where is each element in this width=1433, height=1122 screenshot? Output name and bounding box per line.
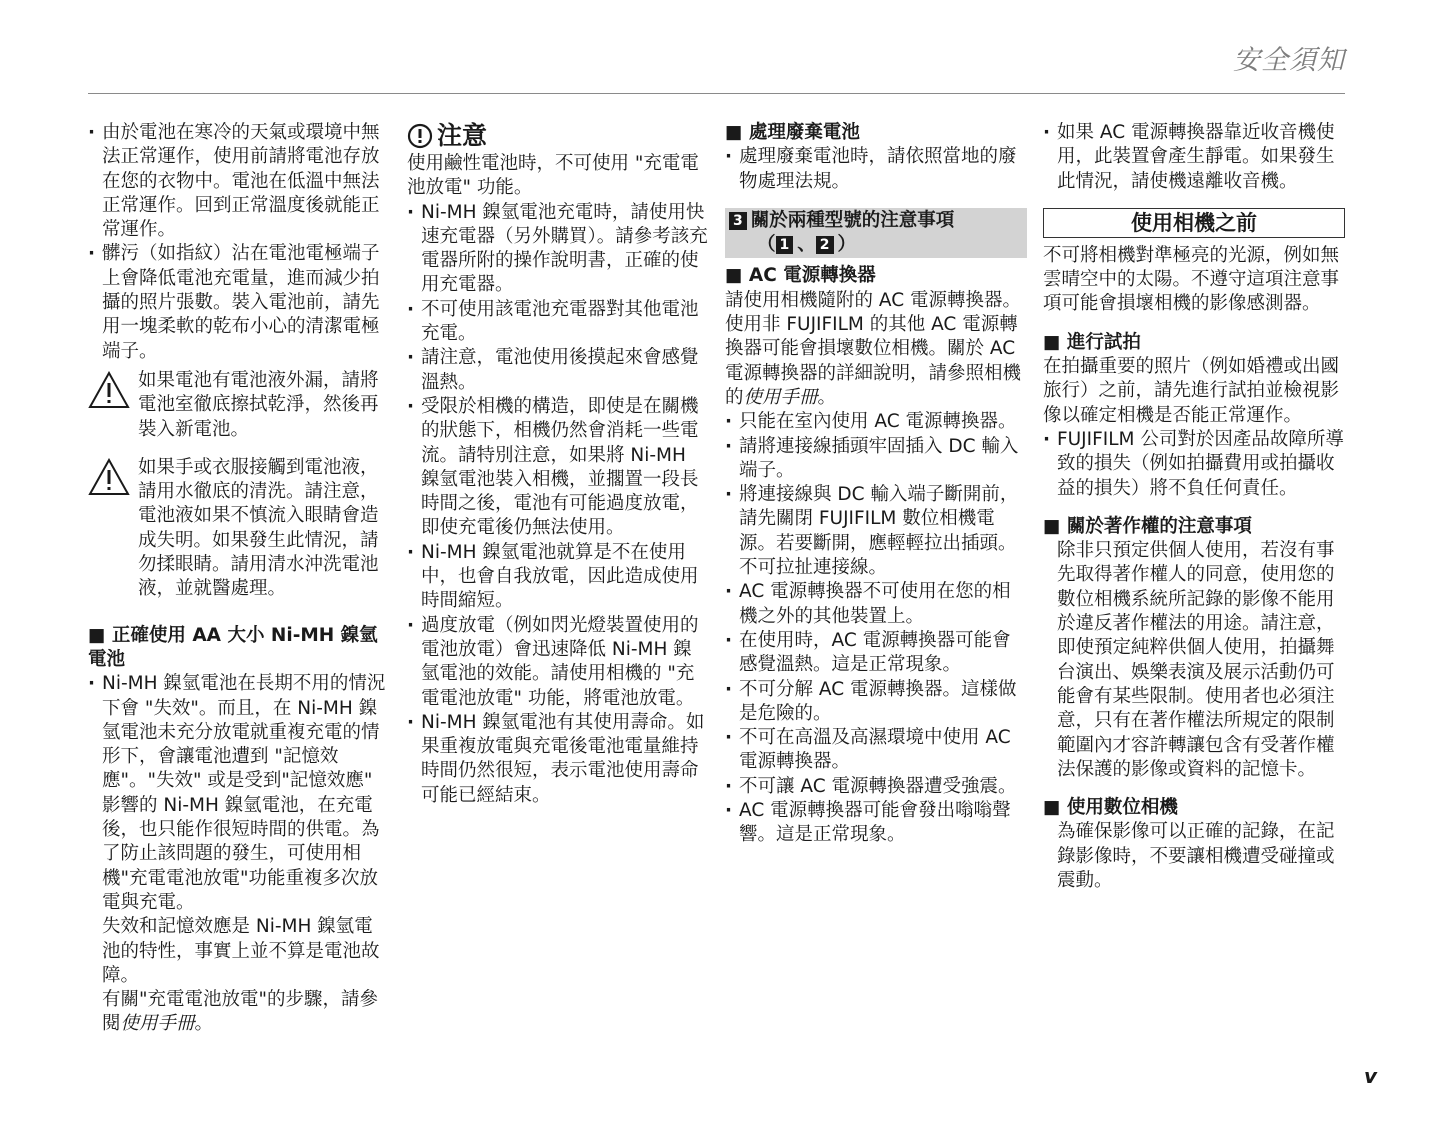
paragraph: 失效和記憶效應是 Ni-MH 鎳氫電池的特性，事實上並不算是電池故障。	[102, 916, 380, 986]
list-item: · Ni-MH 鎳氫電池在長期不用的情況下會 "失效"。而且，在 Ni-MH 鎳氫電池未充分放電就重複充電的情形下，會讓電池遭到 "記憶效應"。"失效" 或是受到"記憶效應" 影響的 Ni-MH 鎳氫電池，在充電後，也只能作很短時間的供電。為了防止該問題的發生，可使用相機"充電電池放電"功能重複多次放電與充電。	[88, 672, 388, 915]
text-span: 有關"充電電池放電"的步驟，請參閱	[102, 989, 379, 1035]
caution-title: 注意	[437, 121, 488, 150]
section-heading: ■ 使用數位相機	[1043, 796, 1345, 820]
paragraph: 不可將相機對準極亮的光源，例如無雲晴空中的太陽。不遵守這項注意事項可能會損壞相機的影像感測器。	[1043, 244, 1340, 315]
number-badge: 2	[816, 236, 834, 254]
text-span: 。	[194, 1013, 214, 1035]
paragraph	[88, 988, 388, 1037]
warning-text: 如果電池有電池液外漏，請將電池室徹底擦拭乾淨，然後再裝入新電池。	[138, 369, 379, 440]
paragraph: 使用鹼性電池時，不可使用 "充電電池放電" 功能。	[407, 153, 699, 199]
list-item: · 由於電池在寒冷的天氣或環境中無法正常運作，使用前請將電池存放在您的衣物中。電池在低溫中無法正常運作。回到正常溫度後就能正常運作。	[88, 121, 388, 242]
list-item: · 不可分解 AC 電源轉換器。這樣做是危險的。	[725, 678, 1027, 727]
list-item: · 將連接線與 DC 輸入端子斷開前，請先關閉 FUJIFILM 數位相機電源。若要斷開，應輕輕拉出插頭。不可拉扯連接線。	[725, 483, 1027, 580]
text-span: 、	[797, 234, 816, 256]
header-rule	[88, 93, 1345, 94]
list-item: · 請將連接線插頭牢固插入 DC 輸入端子。	[725, 435, 1027, 484]
boxed-section-title: 使用相機之前	[1043, 208, 1345, 238]
list-item: · 髒污（如指紋）沾在電池電極端子上會降低電池充電量，進而減少拍攝的照片張數。裝入電池前，請先用一塊柔軟的乾布小心的清潔電極端子。	[88, 242, 388, 363]
list-item: · Ni-MH 鎳氫電池充電時，請使用快速充電器（另外購買）。請參考該充電器所附的操作說明書，正確的使用充電器。	[407, 201, 709, 298]
number-badge: 3	[729, 212, 747, 230]
list-item: · 只能在室內使用 AC 電源轉換器。	[725, 410, 1027, 434]
caution-icon	[407, 123, 433, 149]
list-item: · 在使用時，AC 電源轉換器可能會感覺溫熱。這是正常現象。	[725, 629, 1027, 678]
text-span: 請使用相機隨附的 AC 電源轉換器。使用非 FUJIFILM 的其他 AC 電源轉換器可能會損壞數位相機。關於 AC 電源轉換器的詳細說明，請參照相機的	[725, 289, 1022, 408]
list-item: · 不可讓 AC 電源轉換器遭受強震。	[725, 775, 1027, 799]
manual-reference: 使用手冊	[120, 1013, 195, 1035]
column-3	[725, 121, 1027, 848]
list-item: · 受限於相機的構造，即使是在關機的狀態下，相機仍然會消耗一些電流。請特別注意，如果將 Ni-MH 鎳氫電池裝入相機，並擱置一段長時間之後，電池有可能過度放電，即使充電後仍無法使用。	[407, 395, 709, 541]
list-item: · 處理廢棄電池時，請依照當地的廢物處理法規。	[725, 145, 1027, 194]
list-item: · 不可使用該電池充電器對其他電池充電。	[407, 298, 709, 347]
manual-reference: 使用手冊	[743, 386, 818, 408]
section-heading: ■ 關於著作權的注意事項	[1043, 515, 1345, 539]
warning-block	[88, 369, 388, 442]
list-item: · 不可在高溫及高濕環境中使用 AC 電源轉換器。	[725, 726, 1027, 775]
column-1	[88, 121, 388, 1037]
text-span: 。	[817, 386, 837, 408]
warning-triangle-icon	[88, 458, 130, 496]
list-item: · 過度放電（例如閃光燈裝置使用的電池放電）會迅速降低 Ni-MH 鎳氫電池的效能。請使用相機的 "充電電池放電" 功能，將電池放電。	[407, 614, 709, 711]
list-item: · Ni-MH 鎳氫電池有其使用壽命。如果重複放電與充電後電池電量維持時間仍然很短，表示電池使用壽命可能已經結束。	[407, 711, 709, 808]
text-span: ）	[837, 234, 857, 256]
section-heading: ■ 處理廢棄電池	[725, 121, 1027, 145]
section-heading: ■ 正確使用 AA 大小 Ni-MH 鎳氫電池	[88, 624, 388, 673]
bar-title: 關於兩種型號的注意事項	[750, 209, 955, 231]
list-item: · AC 電源轉換器可能會發出嗡嗡聲響。這是正常現象。	[725, 799, 1027, 848]
warning-block	[88, 456, 388, 602]
list-item: · FUJIFILM 公司對於因產品故障所導致的損失（例如拍攝費用或拍攝收益的損失）將不負任何責任。	[1043, 428, 1345, 501]
paragraph: 為確保影像可以正確的記錄，在記錄影像時，不要讓相機遭受碰撞或震動。	[1057, 821, 1335, 892]
list-item: · Ni-MH 鎳氫電池就算是不在使用中，也會自我放電，因此造成使用時間縮短。	[407, 541, 709, 614]
list-item: · AC 電源轉換器不可使用在您的相機之外的其他裝置上。	[725, 580, 1027, 629]
warning-text: 如果手或衣服接觸到電池液，請用水徹底的清洗。請注意，電池液如果不慎流入眼睛會造成失明。如果發生此情況，請勿揉眼睛。請用清水沖洗電池液，並就醫處理。	[138, 456, 379, 600]
column-2	[407, 121, 709, 808]
header-title: 安全須知	[1233, 45, 1345, 76]
paragraph	[725, 289, 1027, 410]
section-heading: ■ AC 電源轉換器	[725, 264, 1027, 288]
paragraph: 在拍攝重要的照片（例如婚禮或出國旅行）之前，請先進行試拍並檢視影像以確定相機是否能正常運作。	[1043, 356, 1340, 426]
column-4	[1043, 121, 1345, 893]
caution-heading	[407, 121, 709, 151]
list-item: · 請注意，電池使用後摸起來會感覺溫熱。	[407, 346, 709, 395]
section-heading: ■ 進行試拍	[1043, 331, 1345, 355]
list-item: · 如果 AC 電源轉換器靠近收音機使用，此裝置會產生靜電。如果發生此情況，請使機遠離收音機。	[1043, 121, 1345, 194]
page-number: v	[1363, 1064, 1377, 1088]
text-span: （	[757, 234, 776, 256]
number-badge: 1	[776, 236, 794, 254]
model-notes-bar	[725, 208, 1027, 259]
paragraph: 除非只預定供個人使用，若沒有事先取得著作權人的同意，使用您的數位相機系統所記錄的影像不能用於違反著作權法的用途。請注意，即使預定純粹供個人使用，拍攝舞台演出、娛樂表演及展示活動仍可能會有某些限制。使用者也必須注意，只有在著作權法所規定的限制範圍內才容許轉讓包含有受著作權法保護的影像或資料的記憶卡。	[1057, 540, 1335, 780]
warning-triangle-icon	[88, 371, 130, 409]
